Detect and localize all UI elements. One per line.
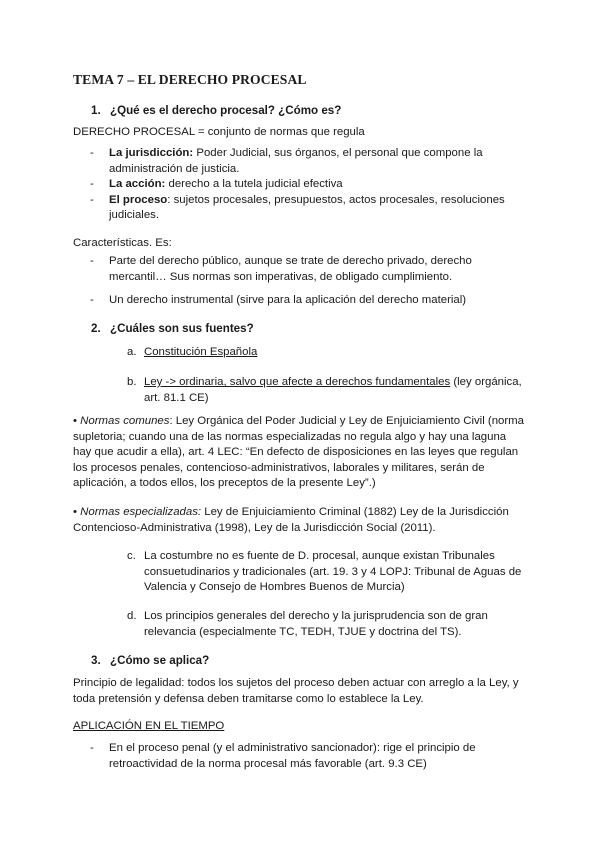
- item-text: Los principios generales del derecho y la jurisprudencia son de gran relevancia (especialmente TC, TEDH, TJUE y doctrina del TS).: [144, 610, 488, 638]
- bullet-icon: •: [73, 415, 77, 427]
- section-1-number: 1.: [91, 104, 101, 117]
- legalidad-paragraph: Principio de legalidad: todos los sujetos del proceso deben actuar con arreglo a la Ley, y toda pretensión y defensa deben tramitarse como lo establece la Ley.: [73, 677, 519, 705]
- section-1-heading: [91, 103, 341, 119]
- list-item: [90, 146, 515, 177]
- normas-especializadas-label: Normas especializadas:: [80, 506, 202, 518]
- item-letter: d.: [127, 610, 137, 622]
- item-letter: c.: [127, 550, 136, 562]
- section-3-title: ¿Cómo se aplica?: [110, 654, 210, 667]
- list-item: - Parte del derecho público, aunque se trate de derecho privado, derecho mercantil… Sus normas son imperativas, de obligado cumplimiento.: [90, 254, 520, 285]
- item-letter: a.: [127, 346, 137, 358]
- aplicacion-tiempo-heading: APLICACIÓN EN EL TIEMPO: [73, 720, 225, 732]
- list-item-term: La acción:: [109, 178, 166, 190]
- list-item-text: derecho a la tutela judicial efectiva: [165, 178, 343, 190]
- section-2-heading: [91, 321, 254, 337]
- definition-list: [90, 146, 515, 224]
- item-text: Constitución Española: [144, 346, 258, 358]
- aplicacion-tiempo-list: [90, 741, 520, 772]
- characteristics-label: Características. Es:: [73, 237, 172, 249]
- section-3-number: 3.: [91, 654, 101, 667]
- section-1-title: ¿Qué es el derecho procesal? ¿Cómo es?: [110, 104, 342, 117]
- section-2-title: ¿Cuáles son sus fuentes?: [110, 322, 254, 335]
- list-item-text: Poder Judicial, sus órganos, el personal que compone la administración de justicia.: [109, 147, 483, 175]
- source-item-c: [127, 549, 522, 596]
- bullet-icon: •: [73, 506, 77, 518]
- source-item-a: [127, 345, 522, 361]
- definition-paragraph: DERECHO PROCESAL = conjunto de normas que regula: [73, 126, 365, 138]
- normas-comunes-paragraph: [73, 414, 525, 492]
- document-title: TEMA 7 – EL DERECHO PROCESAL: [73, 72, 307, 87]
- normas-especializadas-paragraph: [73, 505, 525, 536]
- item-underlined-text: Ley -> ordinaria, salvo que afecte a derechos fundamentales: [144, 376, 451, 388]
- item-text: [144, 375, 522, 406]
- list-item-text: : sujetos procesales, presupuestos, actos procesales, resoluciones judiciales.: [109, 193, 505, 221]
- normas-especializadas-text: Ley de Enjuiciamiento Criminal (1882) Ley de la Jurisdicción Contencioso-Administrativa (1998), Ley de la Jurisdicción Social (2011).: [73, 506, 509, 534]
- source-item-b: [127, 375, 522, 406]
- source-item-d: [127, 609, 522, 640]
- item-letter: b.: [127, 376, 137, 388]
- section-2-number: 2.: [91, 322, 101, 335]
- item-rest-text: (ley orgánica, art. 81.1 CE): [144, 376, 522, 404]
- characteristics-list: [90, 254, 520, 309]
- list-item: - Un derecho instrumental (sirve para la aplicación del derecho material): [90, 293, 520, 309]
- list-item-term: El proceso: [109, 193, 168, 206]
- list-item: - En el proceso penal (y el administrativo sancionador): rige el principio de retroactividad de la norma procesal más favorable (art. 9.3 CE): [90, 741, 520, 772]
- item-text: La costumbre no es fuente de D. procesal, aunque existan Tribunales consuetudinarios y tradicionales (art. 19. 3 y 4 LOPJ: Tribunal de Aguas de Valencia y Consejo de Hombres Buenos de Murcia): [144, 550, 522, 593]
- normas-comunes-label: Normas comunes: [80, 415, 170, 427]
- list-item: [90, 177, 515, 193]
- section-3-heading: [91, 653, 209, 669]
- list-item-term: La jurisdicción:: [109, 147, 194, 159]
- normas-comunes-text: : Ley Orgánica del Poder Judicial y Ley de Enjuiciamiento Civil (norma supletoria; cuando una de las normas especializadas no regula algo y hay una laguna hay que acudir a ella), art. 4 LEC: “En defecto de disposiciones en las leyes que regulan los procesos penales, contencioso-administrativos, laborales y militares, serán de aplicación, a todos ellos, los preceptos de la presente Ley”.): [73, 415, 524, 489]
- list-item: [90, 193, 515, 224]
